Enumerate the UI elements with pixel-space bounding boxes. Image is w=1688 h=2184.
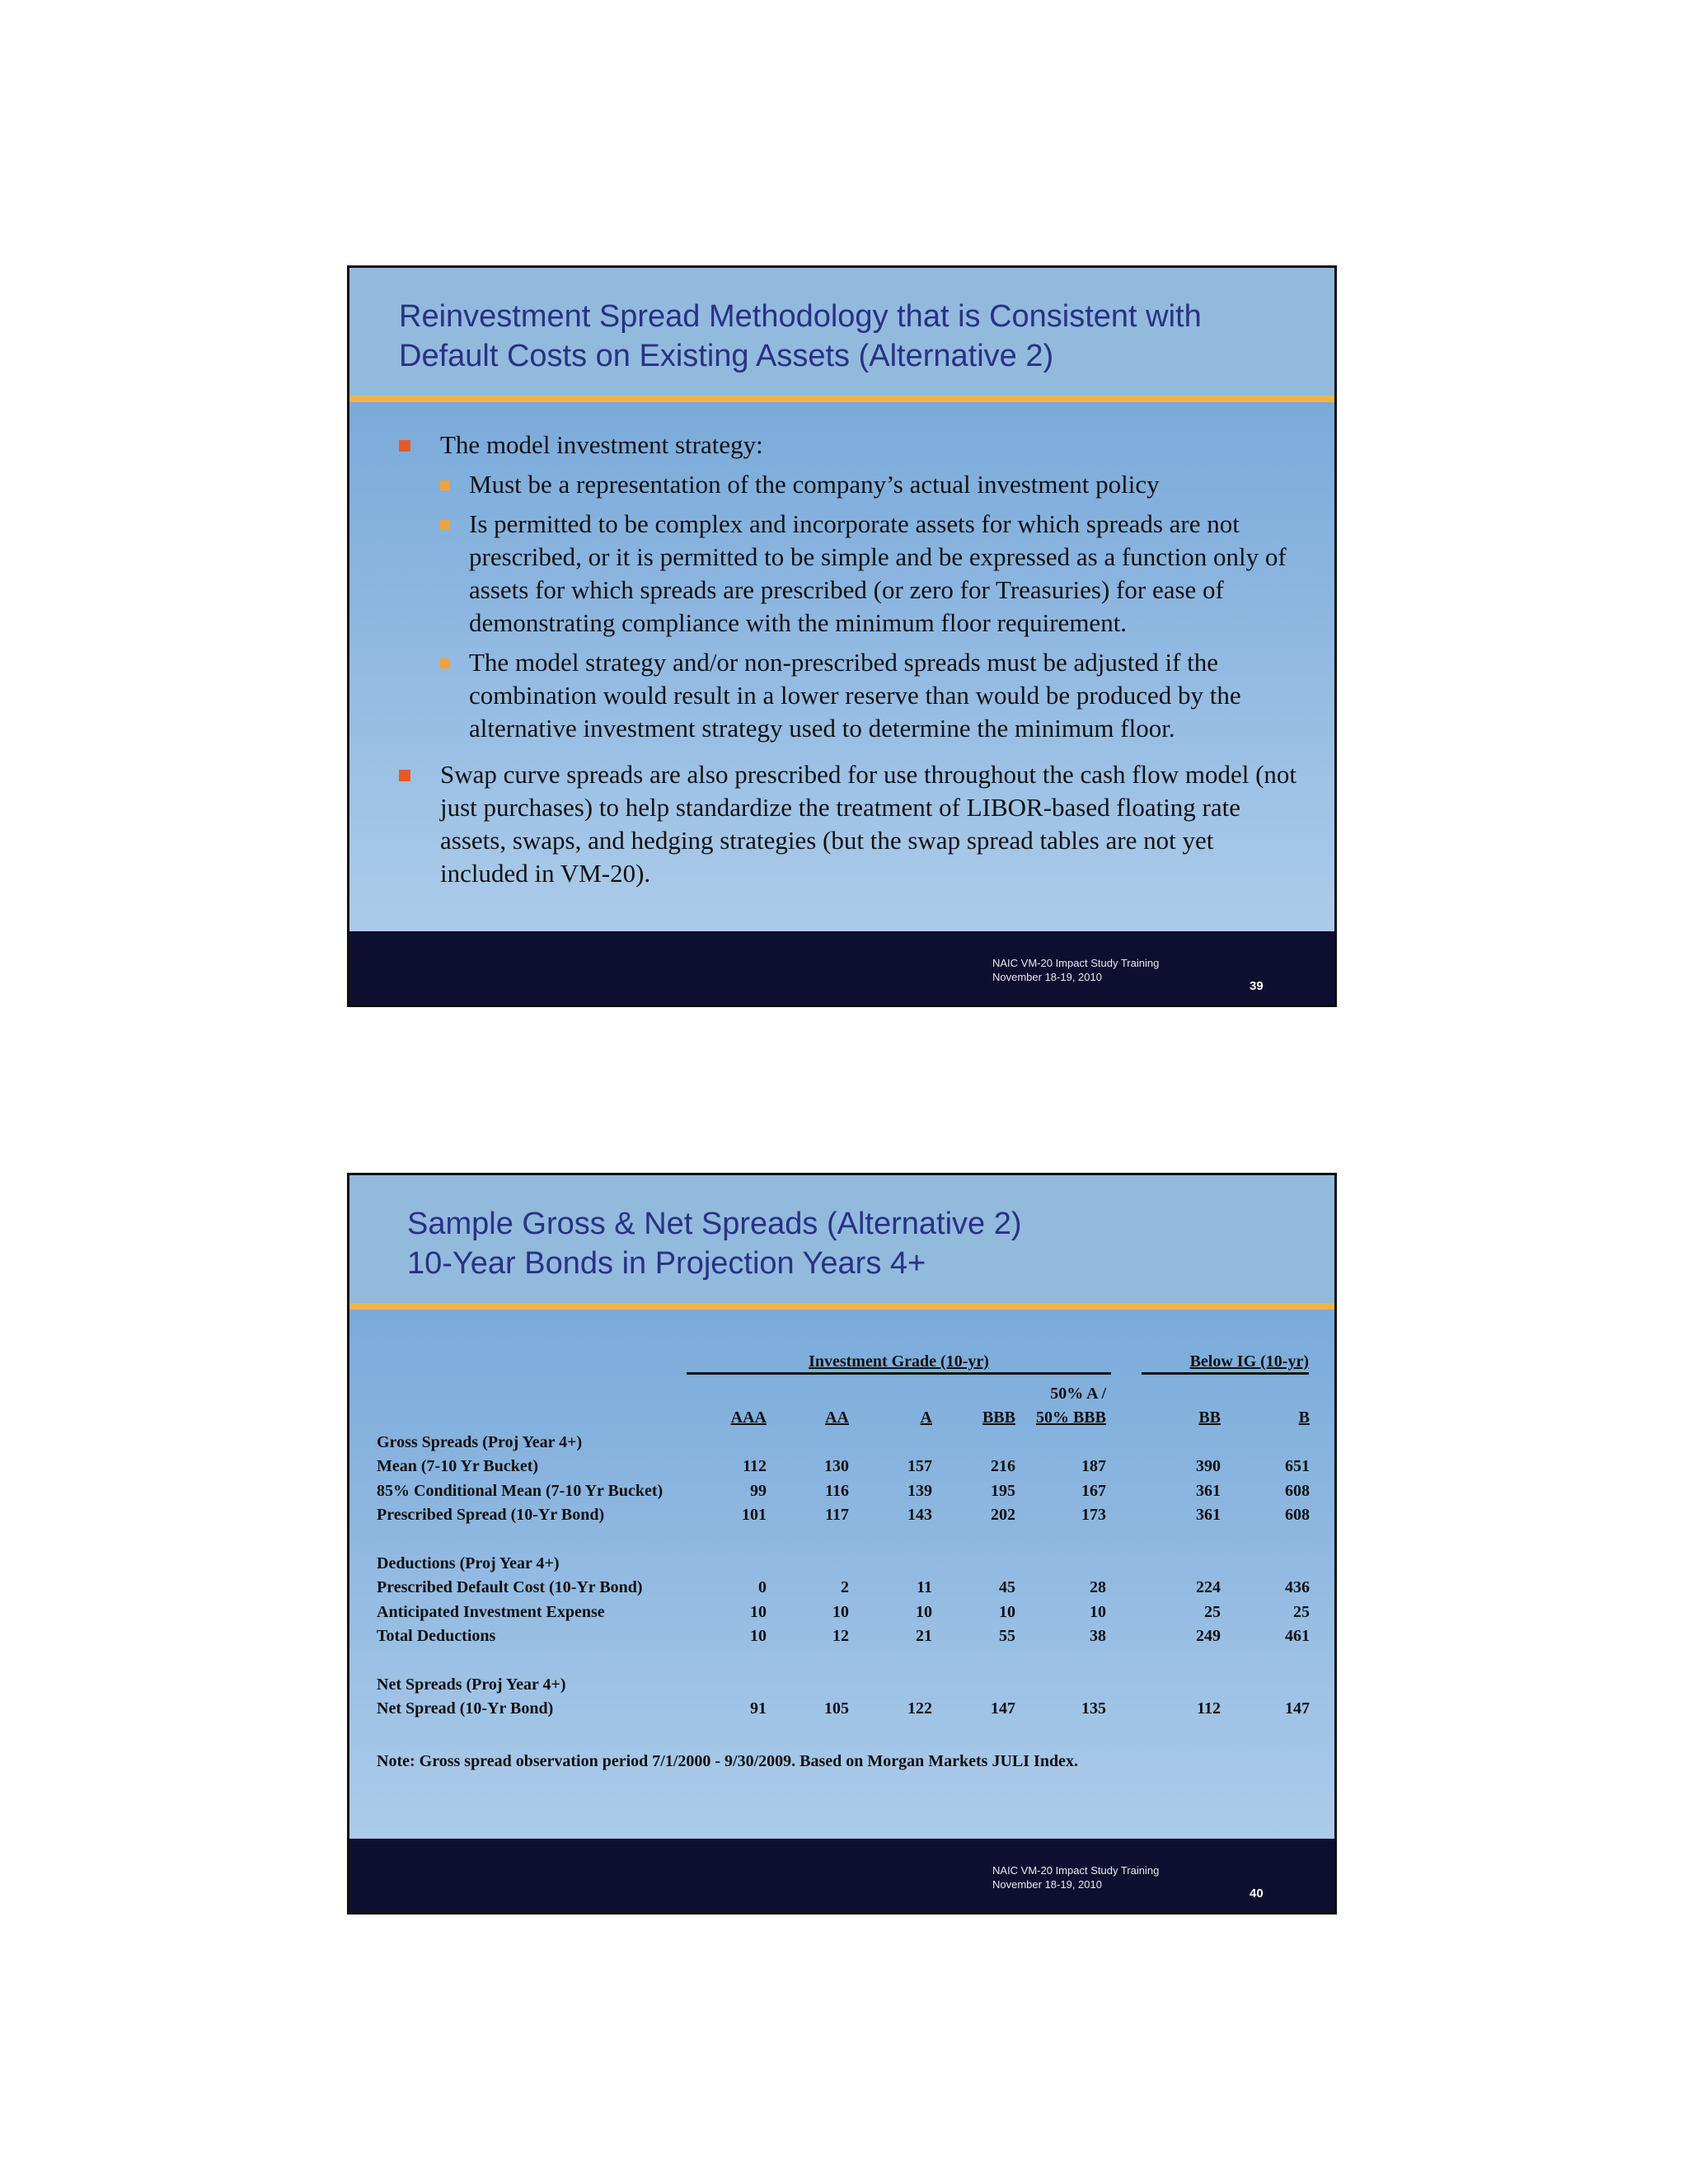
row-label: Prescribed Spread (10-Yr Bond) [377, 1506, 605, 1524]
sub-bullet-item [440, 646, 1301, 745]
table-cell: 25 [1293, 1603, 1310, 1621]
table-note: Note: Gross spread observation period 7/1/2000 - 9/30/2009. Based on Morgan Markets JULI Index. [377, 1752, 1078, 1770]
table-cell: 202 [991, 1506, 1015, 1524]
row-label: Mean (7-10 Yr Bucket) [377, 1457, 539, 1475]
table-cell: 45 [999, 1578, 1015, 1596]
square-bullet-icon [440, 658, 450, 668]
table-cell: 112 [1197, 1699, 1221, 1718]
page-number: 39 [1250, 979, 1264, 993]
table-cell: 101 [742, 1506, 767, 1524]
title-line: Reinvestment Spread Methodology that is Consistent with [399, 299, 1202, 334]
table-cell: 608 [1285, 1482, 1310, 1500]
table-cell: 157 [907, 1457, 932, 1475]
table-cell: 147 [991, 1699, 1015, 1718]
square-bullet-icon [399, 440, 410, 452]
table-cell: 117 [825, 1506, 849, 1524]
table-cell: 436 [1285, 1578, 1310, 1596]
table-cell: 187 [1081, 1457, 1106, 1475]
bullet-text: Swap curve spreads are also prescribed for use throughout the cash flow model (not just purchases) to help standardize the treatment of LIBOR-based floating rate assets, swaps, and hedging strategies (but the swap spread tables are not yet included in VM-20). [440, 760, 1297, 888]
section-header-row [377, 1431, 1325, 1454]
sub-bullet-text: Must be a representation of the company’s actual investment policy [469, 470, 1160, 499]
section-header-row [377, 1673, 1325, 1696]
sub-bullet-list [440, 468, 1301, 745]
footer-line: November 18-19, 2010 [992, 1878, 1102, 1891]
table-cell: 651 [1285, 1457, 1310, 1475]
square-bullet-icon [440, 480, 450, 490]
table-cell: 10 [750, 1603, 767, 1621]
table-cell: 147 [1285, 1699, 1310, 1718]
table-cell: 38 [1090, 1627, 1106, 1645]
sub-bullet-text: Is permitted to be complex and incorporate assets for which spreads are not prescribed, or it is permitted to be simple and be expressed as a function only of assets for which spreads are prescribed (or zero for Treasuries) for ease of demonstrating compliance with the minimum floor requirement. [469, 509, 1287, 637]
table-cell: 249 [1196, 1627, 1221, 1645]
table-cell: 10 [832, 1603, 849, 1621]
column-header: AA [825, 1408, 849, 1427]
table-row [377, 1503, 1325, 1526]
slide-title [399, 297, 1202, 376]
table-cell: 112 [743, 1457, 767, 1475]
mixed-header-top: 50% A / [1050, 1385, 1106, 1403]
slide-40 [347, 1173, 1337, 1915]
row-label: Net Spread (10-Yr Bond) [377, 1699, 554, 1718]
column-header: 50% BBB [1035, 1408, 1106, 1427]
table-cell: 116 [825, 1482, 849, 1500]
table-cell: 361 [1196, 1482, 1221, 1500]
column-header: A [920, 1408, 932, 1427]
section-header-row [377, 1552, 1325, 1575]
footer-caption [992, 1863, 1159, 1891]
table-row [377, 1576, 1325, 1599]
table-cell: 10 [1090, 1603, 1106, 1621]
table-cell: 25 [1204, 1603, 1221, 1621]
slide-footer [349, 931, 1334, 1005]
table-cell: 0 [758, 1578, 767, 1596]
table-cell: 461 [1285, 1627, 1310, 1645]
row-label: Deductions (Proj Year 4+) [377, 1554, 560, 1572]
row-label: Prescribed Default Cost (10-Yr Bond) [377, 1578, 643, 1596]
spread-table [349, 1175, 1334, 1912]
table-cell: 173 [1081, 1506, 1106, 1524]
footer-line: NAIC VM-20 Impact Study Training [992, 957, 1160, 969]
group-header-below-ig: Below IG (10-yr) [1142, 1351, 1309, 1375]
table-row [377, 1479, 1325, 1502]
title-line: 10-Year Bonds in Projection Years 4+ [407, 1246, 926, 1281]
table-cell: 2 [841, 1578, 849, 1596]
footer-line: November 18-19, 2010 [992, 971, 1102, 983]
table-cell: 28 [1090, 1578, 1106, 1596]
group-header-investment-grade: Investment Grade (10-yr) [687, 1351, 1111, 1375]
sub-bullet-text: The model strategy and/or non-prescribed spreads must be adjusted if the combination would result in a lower reserve than would be produced by the alternative investment strategy used to determine the minimum floor. [469, 648, 1241, 743]
table-row [377, 1624, 1325, 1647]
footer-caption [992, 956, 1159, 984]
table-cell: 12 [832, 1627, 849, 1645]
title-line: Sample Gross & Net Spreads (Alternative 2) [407, 1207, 1022, 1241]
sub-bullet-item [440, 508, 1301, 640]
bullet-text: The model investment strategy: [440, 430, 763, 459]
title-line: Default Costs on Existing Assets (Alternative 2) [399, 339, 1054, 373]
title-divider [349, 396, 1334, 402]
table-row [377, 1601, 1325, 1624]
table-cell: 224 [1196, 1578, 1221, 1596]
table-cell: 608 [1285, 1506, 1310, 1524]
table-row [377, 1455, 1325, 1478]
bullet-item [399, 758, 1301, 890]
square-bullet-icon [440, 520, 450, 530]
row-label: 85% Conditional Mean (7-10 Yr Bucket) [377, 1482, 663, 1500]
table-cell: 216 [991, 1457, 1015, 1475]
table-cell: 361 [1196, 1506, 1221, 1524]
table-cell: 10 [999, 1603, 1015, 1621]
table-cell: 105 [824, 1699, 849, 1718]
row-label: Total Deductions [377, 1627, 496, 1645]
table-cell: 135 [1081, 1699, 1106, 1718]
square-bullet-icon [399, 770, 410, 781]
slide-footer [349, 1839, 1334, 1912]
column-header: BB [1198, 1408, 1221, 1427]
table-cell: 10 [916, 1603, 932, 1621]
column-header: BBB [982, 1408, 1015, 1427]
table-cell: 10 [750, 1627, 767, 1645]
table-cell: 55 [999, 1627, 1015, 1645]
table-cell: 21 [916, 1627, 932, 1645]
table-cell: 139 [907, 1482, 932, 1500]
bullet-list [399, 429, 1301, 890]
footer-line: NAIC VM-20 Impact Study Training [992, 1864, 1160, 1877]
column-header: B [1298, 1408, 1310, 1427]
table-cell: 167 [1081, 1482, 1106, 1500]
row-label: Gross Spreads (Proj Year 4+) [377, 1433, 583, 1451]
row-label: Anticipated Investment Expense [377, 1603, 605, 1621]
table-cell: 11 [917, 1578, 932, 1596]
table-cell: 143 [907, 1506, 932, 1524]
row-label: Net Spreads (Proj Year 4+) [377, 1675, 566, 1694]
table-cell: 130 [824, 1457, 849, 1475]
bullet-item [399, 429, 1301, 745]
table-cell: 122 [907, 1699, 932, 1718]
column-header: AAA [730, 1408, 767, 1427]
sub-bullet-item [440, 468, 1301, 501]
table-cell: 99 [750, 1482, 767, 1500]
table-row [377, 1697, 1325, 1720]
table-cell: 195 [991, 1482, 1015, 1500]
slide-39 [347, 265, 1337, 1007]
table-cell: 390 [1196, 1457, 1221, 1475]
page-number: 40 [1250, 1886, 1264, 1900]
table-cell: 91 [750, 1699, 767, 1718]
